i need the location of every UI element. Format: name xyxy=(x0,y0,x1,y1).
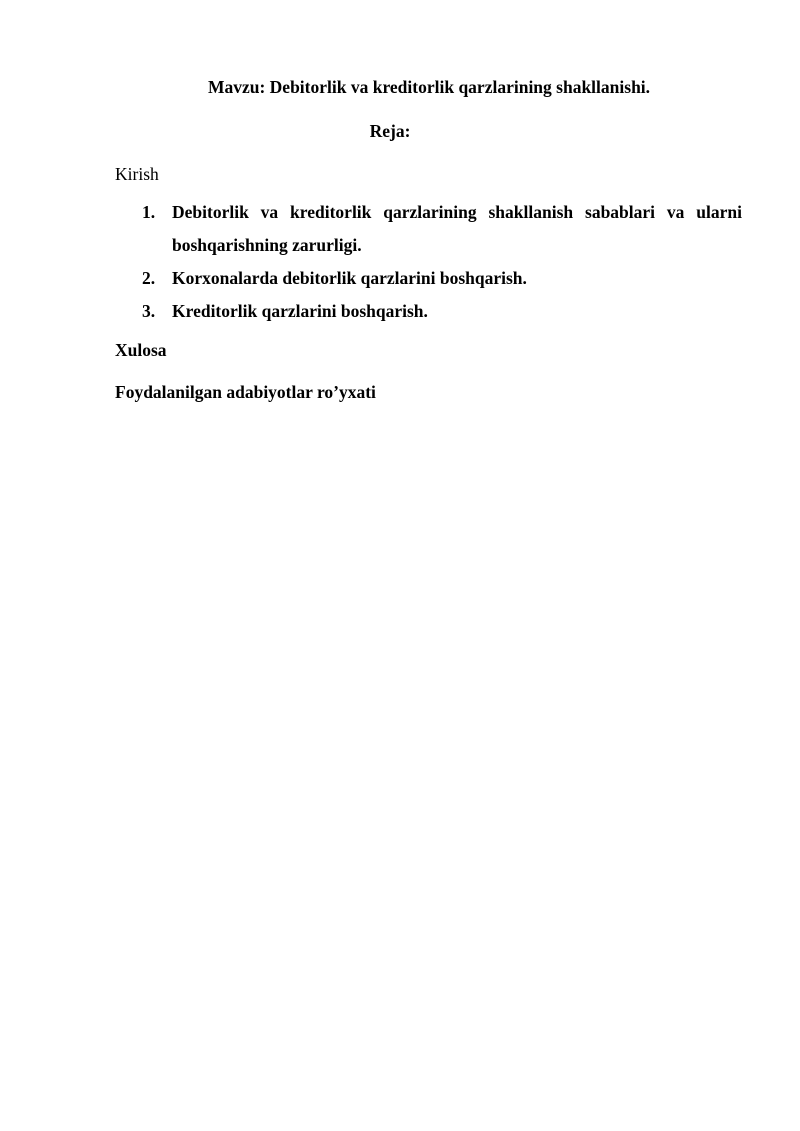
plan-item-number: 2. xyxy=(142,268,156,288)
plan-item-number: 3. xyxy=(142,301,156,321)
plan-list xyxy=(115,196,742,328)
references-heading: Foydalanilgan adabiyotlar ro’yxati xyxy=(115,382,376,402)
conclusion-heading: Xulosa xyxy=(115,340,167,360)
intro-heading: Kirish xyxy=(115,164,159,184)
plan-item xyxy=(115,262,742,295)
plan-heading: Reja: xyxy=(369,121,411,141)
plan-item xyxy=(115,295,742,328)
plan-item xyxy=(115,196,742,262)
plan-item-text: Kreditorlik qarzlarini boshqarish. xyxy=(172,301,428,321)
plan-item-text: Korxonalarda debitorlik qarzlarini boshqarish. xyxy=(172,268,527,288)
plan-item-text: Debitorlik va kreditorlik qarzlarining shakllanish sabablari va ularni boshqarishning zarurligi. xyxy=(172,202,742,255)
plan-item-number: 1. xyxy=(142,202,156,222)
page-title: Mavzu: Debitorlik va kreditorlik qarzlarining shakllanishi. xyxy=(207,77,651,97)
